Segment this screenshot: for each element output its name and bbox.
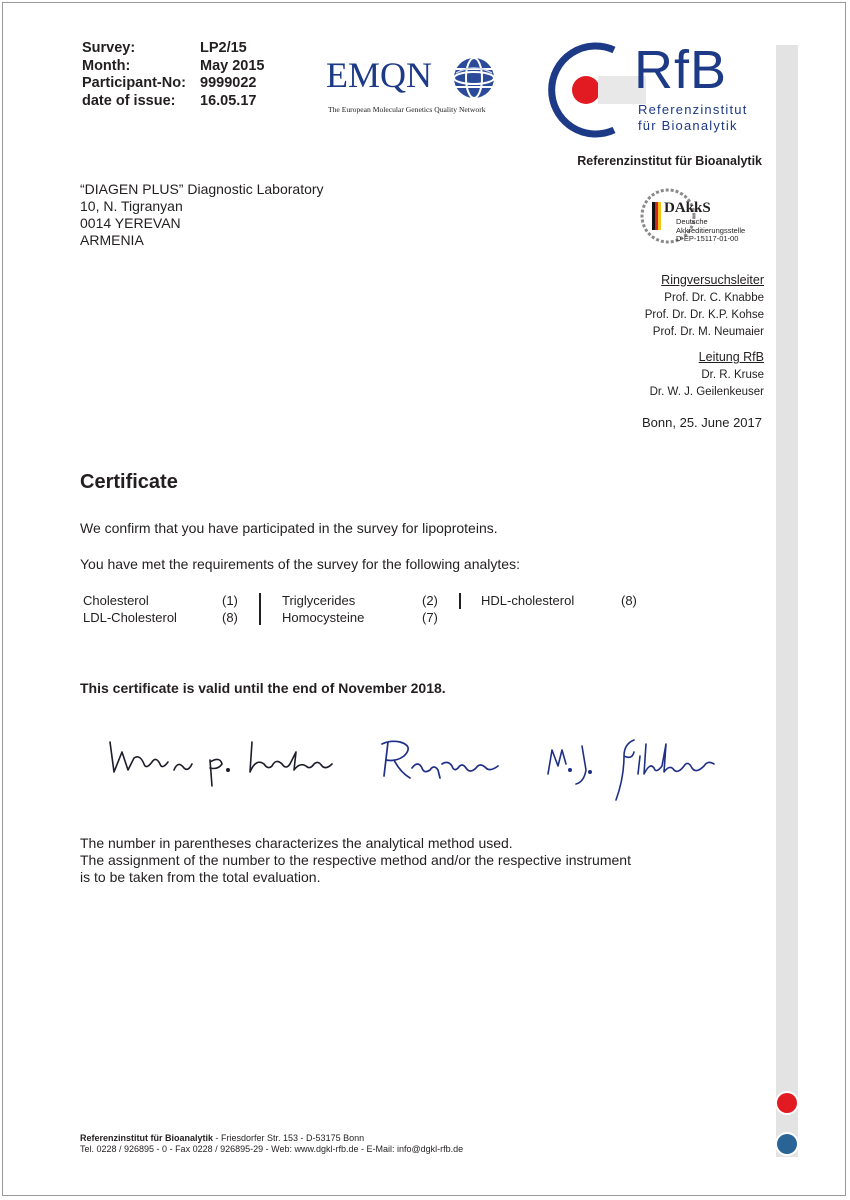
- ringversuchsleiter-name: Prof. Dr. C. Knabbe: [664, 292, 764, 304]
- address-line: 0014 YEREVAN: [80, 215, 181, 231]
- footer-address: - Friesdorfer Str. 153 - D-53175 Bonn: [213, 1133, 365, 1143]
- dakks-line: Deutsche: [676, 217, 708, 226]
- month-label: Month:: [82, 57, 131, 74]
- rfb-subtitle-line2: für Bioanalytik: [638, 118, 738, 133]
- analyte-method: (8): [621, 593, 637, 608]
- column-divider: [259, 593, 261, 625]
- survey-label: Survey:: [82, 40, 136, 56]
- footer-address-line: [80, 1133, 463, 1144]
- certificate-title: Certificate: [80, 471, 178, 493]
- recipient-address: [80, 181, 324, 249]
- globe-icon: [452, 55, 496, 101]
- participant-value: 9999022: [200, 75, 257, 91]
- leitung-heading: Leitung RfB: [698, 350, 764, 364]
- dakks-line: D-EP-15117-01-00: [676, 234, 739, 243]
- analyte-method: (7): [422, 610, 438, 625]
- address-line: “DIAGEN PLUS” Diagnostic Laboratory: [80, 181, 324, 197]
- emqn-logo-text: EMQN: [326, 55, 432, 95]
- analyte-method: (2): [422, 593, 438, 608]
- signatures: [100, 730, 740, 810]
- footer-org-name: Referenzinstitut für Bioanalytik: [80, 1133, 214, 1143]
- leitung-name: Dr. W. J. Geilenkeuser: [649, 386, 764, 398]
- analyte-name: Cholesterol: [83, 593, 149, 608]
- dakks-subtitle: [676, 218, 745, 244]
- dakks-title: DAkkS: [664, 200, 711, 216]
- rfb-subtitle-line1: Referenzinstitut: [638, 102, 748, 117]
- ringversuchsleiter-name: Prof. Dr. Dr. K.P. Kohse: [644, 309, 764, 321]
- institute-heading: Referenzinstitut für Bioanalytik: [577, 154, 762, 168]
- dakks-logo: [638, 186, 768, 246]
- analyte-method: (1): [222, 593, 238, 608]
- analyte-name: Triglycerides: [282, 593, 356, 608]
- address-line: 10, N. Tigranyan: [80, 198, 183, 214]
- requirements-text: You have met the requirements of the survey for the following analytes:: [80, 556, 520, 572]
- leitung-block: [650, 348, 764, 401]
- confirm-text: We confirm that you have participated in the survey for lipoproteins.: [80, 520, 498, 536]
- analyte-name: LDL-Cholesterol: [83, 610, 177, 625]
- ringversuchsleiter-block: [645, 271, 764, 341]
- issue-place-date: Bonn, 25. June 2017: [642, 415, 762, 430]
- side-bar: [776, 45, 798, 1157]
- footnote-line: The number in parentheses characterizes the analytical method used.: [80, 835, 513, 851]
- address-line: ARMENIA: [80, 232, 144, 248]
- participant-label: Participant-No:: [82, 75, 186, 91]
- emqn-tagline: The European Molecular Genetics Quality Network: [328, 105, 486, 114]
- footnote-line: The assignment of the number to the respective method and/or the respective instrument: [80, 852, 631, 868]
- issue-date-label: date of issue:: [82, 92, 176, 109]
- month-value: May 2015: [200, 57, 265, 74]
- validity-statement: This certificate is valid until the end of November 2018.: [80, 680, 446, 696]
- ringversuchsleiter-name: Prof. Dr. M. Neumaier: [652, 326, 764, 338]
- rfb-logo-text: RfB: [634, 40, 728, 100]
- blue-dot-decoration: [777, 1134, 797, 1154]
- column-divider: [459, 593, 461, 609]
- rfb-emblem-icon: [536, 40, 646, 140]
- signature-geilenkeuser: [548, 740, 714, 800]
- red-dot-decoration: [777, 1093, 797, 1113]
- analyte-method: (8): [222, 610, 238, 625]
- analyte-name: Homocysteine: [282, 610, 365, 625]
- analyte-name: HDL-cholesterol: [481, 593, 575, 608]
- leitung-name: Dr. R. Kruse: [701, 369, 764, 381]
- signature-kruse: [382, 741, 498, 778]
- footer-contact: Tel. 0228 / 926895 - 0 - Fax 0228 / 926895-29 - Web: www.dgkl-rfb.de - E-Mail: info@dgkl-rfb.de: [80, 1144, 464, 1154]
- page-footer: [80, 1133, 463, 1155]
- dakks-line: Akkreditierungsstelle: [676, 225, 746, 235]
- signature-kohse: [110, 742, 332, 786]
- survey-value: LP2/15: [200, 40, 247, 56]
- rfb-logo: [536, 40, 776, 140]
- issue-date-value: 16.05.17: [200, 92, 257, 109]
- emqn-logo: [322, 52, 502, 122]
- survey-info: [82, 40, 280, 110]
- method-footnote: [80, 835, 631, 886]
- footnote-line: is to be taken from the total evaluation.: [80, 869, 321, 885]
- ringversuchsleiter-heading: Ringversuchsleiter: [661, 273, 764, 287]
